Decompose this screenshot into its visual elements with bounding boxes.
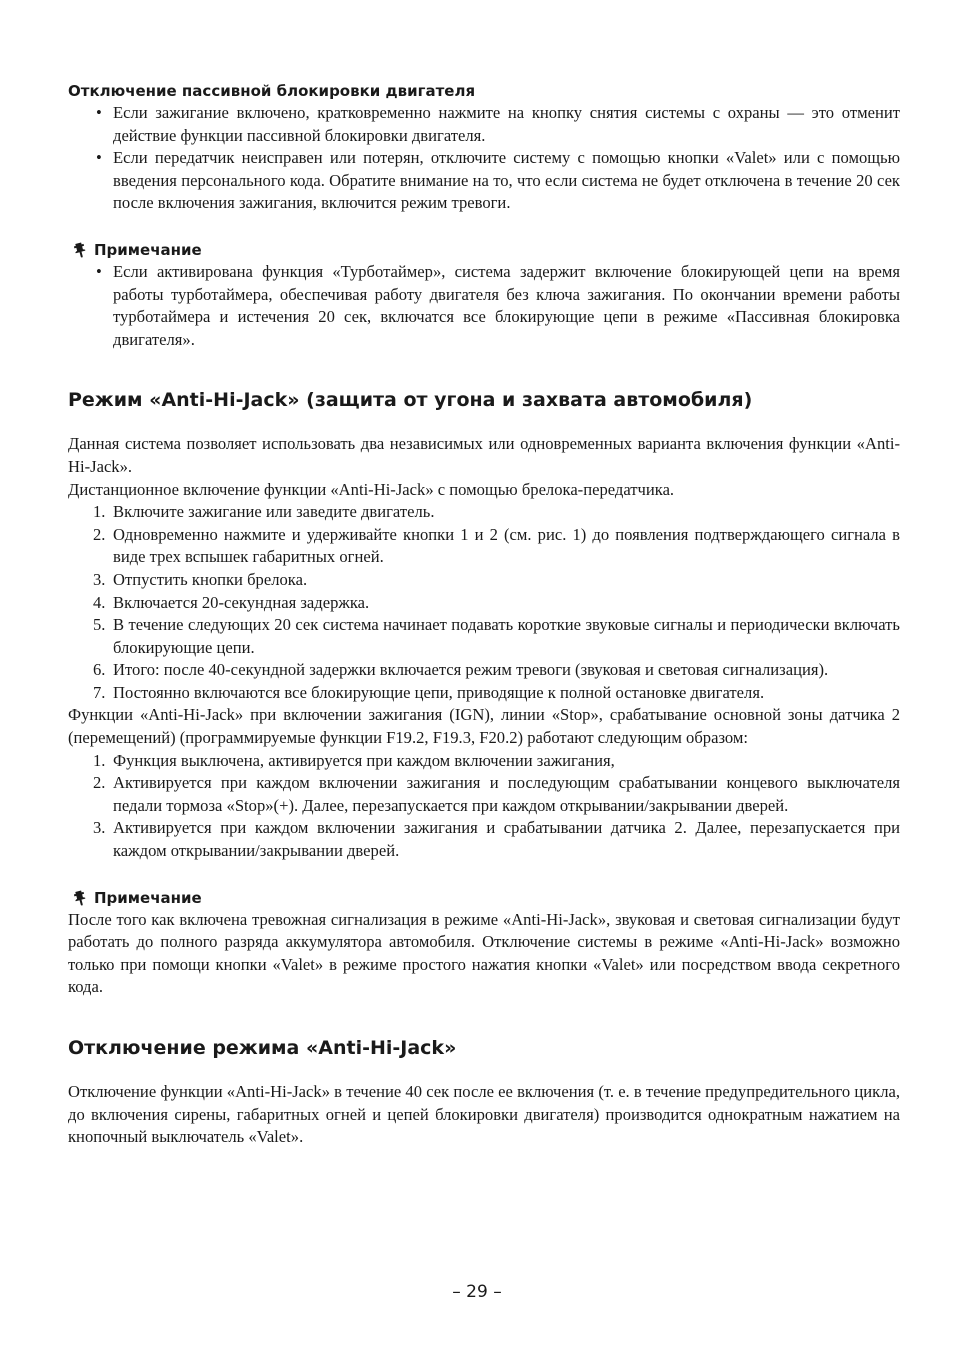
list-item-text: Функция выключена, активируется при каждом включении зажигания, [113, 750, 615, 770]
step-number: 3. [93, 818, 106, 838]
list-item-text: Если активирована функция «Турботаймер», система задержит включение блокирующей цепи на время работы турботаймера, обеспечивая работу двигателя без ключа зажигания. По окончании времени работы турботаймера и истечения 20 сек, включатся все блокирующие цепи в режиме «Пассивная блокировка двигателя». [113, 261, 900, 349]
list-item [68, 261, 900, 351]
note-text: После того как включена тревожная сигнализация в режиме «Anti-Hi-Jack», звуковая и световая сигнализации будут работать до полного разряда аккумулятора автомобиля. Отключение системы в режиме «Anti-Hi-Jack» возможно только при помощи кнопки «Valet» в режиме простого нажатия кнопки «Valet» или посредством ввода секретного кода. [68, 909, 900, 997]
step-number: 5. [93, 615, 106, 635]
anti-hijack-heading: Режим «Anti-Hi-Jack» (защита от угона и захвата автомобиля) [68, 389, 753, 412]
list-item-text: Одновременно нажмите и удерживайте кнопки 1 и 2 (см. рис. 1) до появления подтверждающего сигнала в виде трех вспышек габаритных огней. [113, 524, 900, 567]
step-number: 4. [93, 592, 106, 612]
spacer [68, 351, 900, 387]
list-item-text: Если передатчик неисправен или потерян, отключите систему с помощью кнопки «Valet» или с помощью введения персонального кода. Обратите внимание на то, что если система не будет отключена в течение 20 сек после включения зажигания, включится режим тревоги. [113, 148, 900, 213]
anti-hijack-functions [68, 750, 900, 863]
disable-anti-hijack-heading: Отключение режима «Anti-Hi-Jack» [68, 1037, 457, 1059]
passive-lock-heading: Отключение пассивной блокировки двигателя [68, 82, 476, 100]
list-item-text: Включите зажигание или заведите двигатель. [113, 502, 435, 522]
list-item [68, 569, 900, 592]
list-item-text: Включается 20-секундная задержка. [113, 592, 370, 612]
pushpin-icon [74, 242, 86, 258]
page-number: – 29 – [452, 1282, 502, 1302]
spacer [68, 863, 900, 887]
list-item [68, 817, 900, 862]
note-heading [74, 887, 900, 909]
list-item-text: Активируется при каждом включении зажигания и последующим срабатывании концевого выключателя педали тормоза «Stop»(+). Далее, перезапускается при каждом открывании/закрывании дверей. [113, 773, 900, 815]
pushpin-icon [74, 890, 86, 906]
list-item-text: Постоянно включаются все блокирующие цепи, приводящие к полной остановке двигателя. [113, 682, 765, 702]
document-page [68, 80, 900, 1149]
note-heading-text: Примечание [94, 888, 202, 907]
step-number: 1. [93, 502, 106, 522]
list-item-text: Итого: после 40-секундной задержки включается режим тревоги (звуковая и световая сигнализация). [113, 660, 829, 680]
step-number: 6. [93, 660, 106, 680]
note-heading-text: Примечание [94, 240, 202, 259]
spacer [68, 1061, 900, 1081]
list-item [68, 614, 900, 659]
spacer [68, 413, 900, 433]
step-number: 1. [93, 750, 106, 770]
spacer [68, 999, 900, 1035]
list-item [68, 102, 900, 147]
anti-hijack-remote-intro: Дистанционное включение функции «Anti-Hi-Jack» с помощью брелока-передатчика. [68, 479, 675, 499]
list-item [68, 772, 900, 817]
list-item [68, 682, 900, 705]
note-list [68, 261, 900, 351]
anti-hijack-functions-intro: Функции «Anti-Hi-Jack» при включении зажигания (IGN), линии «Stop», срабатывание основной зоны датчика 2 (перемещений) (программируемые функции F19.2, F19.3, F20.2) работают следующим образом: [68, 705, 900, 748]
note-heading [74, 239, 900, 261]
list-item-text: Если зажигание включено, кратковременно нажмите на кнопку снятия системы с охраны — это отменит действие функции пассивной блокировки двигателя. [113, 103, 900, 145]
step-number: 3. [93, 569, 106, 589]
list-item-text: Активируется при каждом включении зажигания и срабатывании датчика 2. Далее, перезапускается при каждом открывании/закрывании дверей. [113, 818, 900, 861]
spacer [68, 215, 900, 239]
bullet-marker: • [96, 103, 102, 122]
list-item [68, 592, 900, 615]
list-item-text: В течение следующих 20 сек система начинает подавать короткие звуковые сигналы и периодически включать блокирующие цепи. [113, 615, 900, 657]
list-item-text: Отпустить кнопки брелока. [113, 569, 308, 589]
bullet-marker: • [96, 261, 102, 281]
step-number: 2. [93, 524, 106, 544]
disable-anti-hijack-text: Отключение функции «Anti-Hi-Jack» в течение 40 сек после ее включения (т. е. в течение предупредительного цикла, до включения сирены, габаритных огней и цепей блокировки двигателя) производится однократным нажатием на кнопочный выключатель «Valet». [68, 1082, 900, 1147]
anti-hijack-steps [68, 501, 900, 704]
anti-hijack-intro: Данная система позволяет использовать два независимых или одновременных варианта включения функции «Anti-Hi-Jack». [68, 434, 900, 476]
bullet-marker: • [96, 148, 102, 168]
list-item [68, 659, 900, 682]
list-item [68, 501, 900, 524]
step-number: 7. [93, 682, 106, 702]
list-item [68, 524, 900, 569]
list-item [68, 750, 900, 773]
list-item [68, 147, 900, 215]
passive-lock-list [68, 102, 900, 215]
step-number: 2. [93, 773, 106, 793]
